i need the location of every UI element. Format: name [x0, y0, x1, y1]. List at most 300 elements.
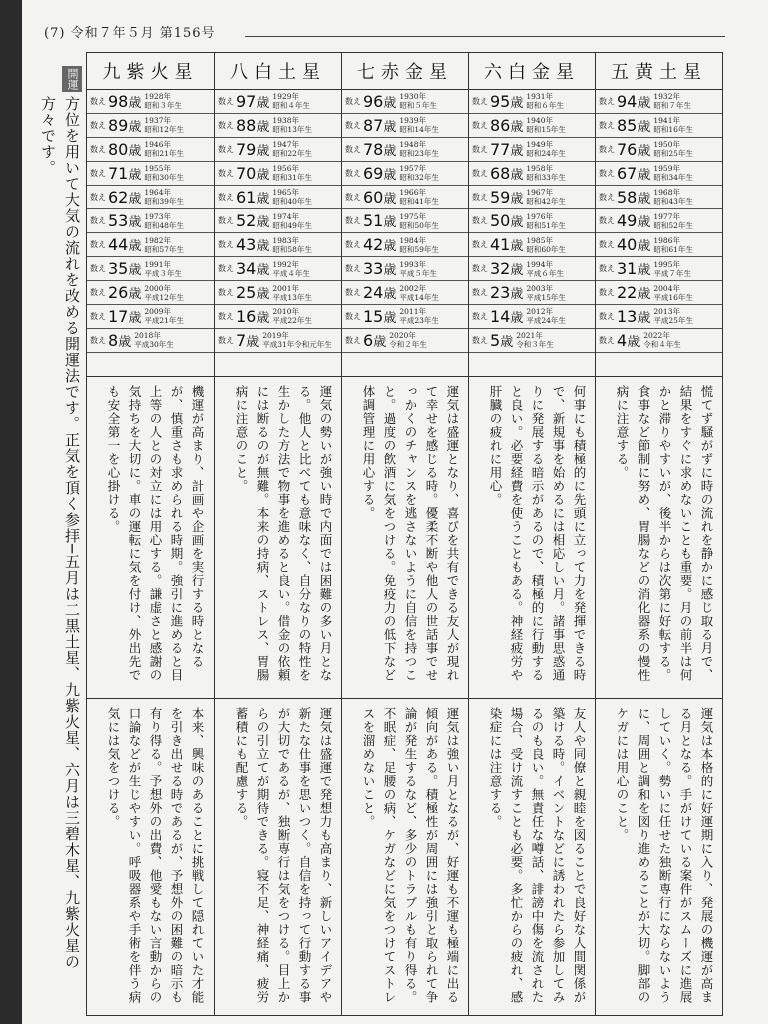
kazoe-label: 数え — [599, 335, 615, 345]
kazoe-label: 数え — [90, 96, 106, 106]
age-row — [215, 90, 341, 114]
age-row — [87, 233, 214, 257]
age-row — [469, 90, 595, 114]
birth-year: 2002年 平成14年生 — [399, 283, 439, 302]
age-row — [469, 305, 595, 329]
sai-label: 歳 — [246, 334, 260, 350]
age-row — [342, 114, 468, 138]
sai-label: 歳 — [383, 239, 397, 255]
fortune-may: 慌てず騒がずに時の流れを静かに感じ取る月で、結果をすぐに求めないことも重要。月の前半は何かと滞りやすいが、後半からは次第に好転する。食事など節制に努め、胃腸などの消化器系の慢性病に注意する。 — [596, 376, 723, 698]
kazoe-label: 数え — [345, 216, 361, 226]
issue-number: 第156号 — [159, 26, 216, 41]
sai-label: 歳 — [500, 334, 514, 350]
age-value: 68 — [490, 163, 511, 183]
age-value: 97 — [236, 91, 257, 111]
age-row — [87, 162, 214, 186]
age-value: 49 — [617, 211, 638, 231]
birth-year: 1974年 昭和49年生 — [272, 211, 312, 230]
age-row — [215, 114, 341, 138]
age-value: 25 — [236, 283, 257, 303]
kazoe-label: 数え — [90, 311, 106, 321]
birth-year: 1947年 昭和22年生 — [272, 140, 312, 159]
age-row — [87, 209, 214, 233]
star-name: 八白土星 — [215, 53, 341, 90]
birth-year: 1937年 昭和12年生 — [144, 116, 184, 135]
star-name: 九紫火星 — [87, 53, 214, 90]
birth-year: 2010年 平成22年生 — [272, 307, 312, 326]
birth-year: 1956年 昭和31年生 — [272, 164, 312, 183]
sai-label: 歳 — [256, 143, 270, 159]
age-value: 40 — [617, 235, 638, 255]
age-value: 42 — [363, 235, 384, 255]
age-row — [215, 209, 341, 233]
sai-label: 歳 — [637, 310, 651, 326]
issue-date: 令和７年５月 — [70, 26, 155, 41]
birth-year: 1955年 昭和30年生 — [144, 164, 184, 183]
birth-year: 1968年 昭和43年生 — [653, 188, 693, 206]
age-row — [596, 281, 722, 305]
age-row — [342, 162, 468, 186]
age-value: 98 — [108, 91, 129, 111]
age-value: 31 — [617, 259, 638, 279]
sai-label: 歳 — [256, 215, 270, 231]
star-column — [468, 53, 595, 1015]
birth-year: 1983年 昭和58年生 — [272, 235, 312, 254]
sai-label: 歳 — [383, 287, 397, 303]
birth-year: 1950年 昭和25年生 — [653, 140, 693, 159]
age-value: 69 — [363, 163, 384, 183]
age-row — [469, 257, 595, 281]
fortune-may: 運気の勢いが強い時で内面では困難の多い月となる。他人と比べても意味なく、自分なりの特性を生かした方法で物事を進めると良い。借金の依頼には断るのが無難。本来の持病、ストレス、胃腸病に注意のこと。 — [215, 376, 342, 698]
age-value: 43 — [236, 235, 257, 255]
age-row — [215, 329, 341, 353]
birth-year: 1992年 平成４年生 — [272, 259, 310, 278]
sai-label: 歳 — [637, 119, 651, 135]
sai-label: 歳 — [128, 263, 142, 279]
age-row — [596, 162, 722, 186]
sai-label: 歳 — [510, 167, 524, 183]
sai-label: 歳 — [256, 239, 270, 255]
birth-year: 1949年 昭和24年生 — [526, 140, 566, 159]
age-row — [596, 209, 722, 233]
kazoe-label: 数え — [472, 120, 488, 130]
age-value: 22 — [617, 283, 638, 303]
age-row — [215, 233, 341, 257]
birth-year: 1932年 昭和７年生 — [653, 92, 691, 111]
age-row — [215, 138, 341, 162]
birth-year: 1976年 昭和51年生 — [526, 211, 566, 230]
birth-year: 2004年 平成16年生 — [653, 283, 693, 302]
birth-year: 1958年 昭和33年生 — [526, 164, 566, 183]
fortune-may: 何事にも積極的に先頭に立って力を発揮できる時で、新規事を始めるには相応しい月。諸事思惑通りに発展する暗示があるので、積極的に行動すると良い。必要経費を使うこともある。神経疲労や肝臓の疲れに用心。 — [469, 376, 596, 698]
age-row — [87, 329, 214, 353]
age-value: 88 — [236, 115, 257, 135]
age-row — [596, 90, 722, 114]
birth-year: 1967年 昭和42年生 — [526, 188, 566, 206]
age-row — [469, 209, 595, 233]
kazoe-label: 数え — [599, 96, 615, 106]
age-value: 8 — [108, 330, 119, 350]
sai-label: 歳 — [510, 215, 524, 231]
sai-label: 歳 — [637, 263, 651, 279]
kazoe-label: 数え — [472, 96, 488, 106]
age-row — [596, 329, 722, 353]
age-value: 95 — [490, 91, 511, 111]
kazoe-label: 数え — [218, 144, 234, 154]
age-row — [342, 257, 468, 281]
birth-year: 1946年 昭和21年生 — [144, 140, 184, 159]
kazoe-label: 数え — [472, 240, 488, 250]
sai-label: 歳 — [256, 287, 270, 303]
age-value: 44 — [108, 235, 129, 255]
sai-label: 歳 — [373, 334, 387, 350]
age-value: 87 — [363, 115, 384, 135]
kazoe-label: 数え — [345, 288, 361, 298]
sai-label: 歳 — [510, 263, 524, 279]
star-column — [595, 53, 722, 1015]
age-row — [469, 186, 595, 210]
kazoe-label: 数え — [599, 288, 615, 298]
sai-label: 歳 — [128, 287, 142, 303]
age-value: 53 — [108, 211, 129, 231]
birth-year: 1959年 昭和34年生 — [653, 164, 693, 183]
age-value: 7 — [236, 330, 247, 350]
age-row — [87, 305, 214, 329]
kazoe-label: 数え — [218, 240, 234, 250]
birth-year: 2022年 令和４年生 — [643, 331, 681, 350]
age-value: 80 — [108, 139, 129, 159]
fortune-june: 運気は盛運で発想力も高まり、新しいアイデアや新たな仕事を思いつく。自信を持って行動する事が大切であるが、独断専行は気をつける。目上からの引立てが期待できる。寝不足、神経痛、疲労蓄積にも配慮する。 — [215, 698, 342, 1015]
sai-label: 歳 — [637, 239, 651, 255]
age-value: 60 — [363, 187, 384, 207]
age-value: 13 — [617, 306, 638, 326]
kazoe-label: 数え — [90, 144, 106, 154]
sai-label: 歳 — [128, 167, 142, 183]
kazoe-label: 数え — [599, 216, 615, 226]
birth-year: 2020年 令和２年生 — [389, 331, 427, 350]
birth-year: 1995年 平成７年生 — [653, 259, 691, 278]
fortune-june: 本来、興味のあることに挑戦して隠れていた才能を引き出せる時であるが、予想外の困難の暗示も有り得る。予想外の出費、他愛もない言動からの口論などが生じやすい。呼吸器系や手術を伴う病気には気をつける。 — [87, 698, 214, 1015]
sai-label: 歳 — [510, 191, 524, 207]
birth-year: 2019年 平成31年令和元年生 — [262, 331, 332, 350]
age-row — [342, 90, 468, 114]
star-name: 七赤金星 — [342, 53, 468, 90]
birth-year: 1984年 昭和59年生 — [399, 235, 439, 254]
kazoe-label: 数え — [218, 96, 234, 106]
sai-label: 歳 — [128, 239, 142, 255]
kazoe-label: 数え — [472, 335, 488, 345]
kazoe-label: 数え — [345, 311, 361, 321]
birth-year: 2018年 平成30年生 — [134, 331, 174, 350]
age-list — [87, 90, 214, 353]
kazoe-label: 数え — [472, 264, 488, 274]
fortune-may: 運気は盛運となり、喜びを共有できる友人が現れて幸せを感じる時。優柔不断や他人の世話事でせっかくのチャンスを逃さないように自信を持つこと。過度の飲酒に気をつける。免疫力の低下など体調管理に用心する。 — [342, 376, 469, 698]
age-row — [87, 90, 214, 114]
age-value: 70 — [236, 163, 257, 183]
birth-year: 1938年 昭和13年生 — [272, 116, 312, 135]
sai-label: 歳 — [627, 334, 641, 350]
kazoe-label: 数え — [345, 96, 361, 106]
sai-label: 歳 — [510, 287, 524, 303]
age-value: 58 — [617, 187, 638, 207]
kazoe-label: 数え — [599, 192, 615, 202]
kazoe-label: 数え — [218, 288, 234, 298]
star-column — [341, 53, 468, 1015]
fortune-may: 機運が高まり、計画や企画を実行する時となるが、慎重さも求められる時期。強引に進めると目上等の人との対立には用心する。謙虚さと感謝の気持ちを大切に。車の運転に気を付け、外出先でも安全第一を心掛ける。 — [87, 376, 214, 698]
kazoe-label: 数え — [472, 311, 488, 321]
kazoe-label: 数え — [599, 240, 615, 250]
age-row — [215, 186, 341, 210]
kazoe-label: 数え — [345, 240, 361, 250]
birth-year: 1977年 昭和52年生 — [653, 211, 693, 230]
age-row — [342, 233, 468, 257]
age-list — [342, 90, 468, 353]
kazoe-label: 数え — [218, 192, 234, 202]
age-value: 26 — [108, 283, 129, 303]
age-row — [596, 257, 722, 281]
kazoe-label: 数え — [472, 288, 488, 298]
age-value: 33 — [363, 259, 384, 279]
sai-label: 歳 — [383, 191, 397, 207]
sai-label: 歳 — [256, 310, 270, 326]
age-row — [469, 138, 595, 162]
age-value: 24 — [363, 283, 384, 303]
kazoe-label: 数え — [218, 216, 234, 226]
age-value: 52 — [236, 211, 257, 231]
age-row — [342, 209, 468, 233]
age-value: 96 — [363, 91, 384, 111]
kazoe-label: 数え — [345, 192, 361, 202]
sai-label: 歳 — [128, 215, 142, 231]
birth-year: 1994年 平成６年生 — [526, 259, 564, 278]
sai-label: 歳 — [256, 119, 270, 135]
sai-label: 歳 — [383, 119, 397, 135]
sai-label: 歳 — [128, 143, 142, 159]
age-value: 6 — [363, 330, 374, 350]
age-row — [596, 186, 722, 210]
birth-year: 1930年 昭和５年生 — [399, 92, 437, 111]
age-value: 77 — [490, 139, 511, 159]
birth-year: 1928年 昭和３年生 — [144, 92, 182, 111]
sai-label: 歳 — [256, 191, 270, 207]
age-row — [342, 305, 468, 329]
birth-year: 2003年 平成15年生 — [526, 283, 566, 302]
kazoe-label: 数え — [472, 168, 488, 178]
age-value: 14 — [490, 306, 511, 326]
age-row — [469, 233, 595, 257]
age-value: 23 — [490, 283, 511, 303]
star-column — [214, 53, 341, 1015]
sai-label: 歳 — [637, 215, 651, 231]
age-row — [342, 329, 468, 353]
age-value: 50 — [490, 211, 511, 231]
age-value: 32 — [490, 259, 511, 279]
birth-year: 1965年 昭和40年生 — [272, 188, 312, 206]
birth-year: 1939年 昭和14年生 — [399, 116, 439, 135]
age-row — [215, 305, 341, 329]
age-row — [596, 305, 722, 329]
age-value: 71 — [108, 163, 129, 183]
kazoe-label: 数え — [599, 120, 615, 130]
sidebar-badge: 開運 — [62, 66, 82, 92]
sai-label: 歳 — [256, 263, 270, 279]
fortune-june: 運気は強い月となるが、好運も不運も極端に出る傾向がある。積極性が周囲には強引と取られて争論が発生するなど、多少のトラブルも有り得る。不眠症、足腰の病、ケガなどに気をつけてストレスを溜めないこと。 — [342, 698, 469, 1015]
age-row — [596, 114, 722, 138]
kazoe-label: 数え — [218, 335, 234, 345]
birth-year: 2021年 令和３年生 — [516, 331, 554, 350]
kazoe-label: 数え — [599, 168, 615, 178]
age-value: 76 — [617, 139, 638, 159]
kazoe-label: 数え — [599, 311, 615, 321]
kazoe-label: 数え — [218, 168, 234, 178]
birth-year: 1964年 昭和39年生 — [144, 188, 184, 206]
sai-label: 歳 — [637, 143, 651, 159]
age-value: 4 — [617, 330, 628, 350]
sai-label: 歳 — [510, 95, 524, 111]
age-row — [215, 162, 341, 186]
age-value: 85 — [617, 115, 638, 135]
age-list — [469, 90, 595, 353]
age-list — [215, 90, 341, 353]
sai-label: 歳 — [118, 334, 132, 350]
age-row — [215, 257, 341, 281]
kazoe-label: 数え — [472, 216, 488, 226]
header-rule — [245, 36, 725, 37]
age-row — [87, 257, 214, 281]
birth-year: 2001年 平成13年生 — [272, 283, 312, 302]
fortune-june: 友人や同僚と親睦を図ることで良好な人間関係が築ける時。イベントなどに誘われたら参加してみるのも良い。無責任な噂話、誹謗中傷を流された場合、受け流すことも必要。多忙からの疲れ、感染症には注意する。 — [469, 698, 596, 1015]
age-row — [596, 233, 722, 257]
kazoe-label: 数え — [218, 264, 234, 274]
age-row — [469, 114, 595, 138]
birth-year: 2000年 平成12年生 — [144, 283, 184, 302]
kazoe-label: 数え — [90, 216, 106, 226]
birth-year: 1973年 昭和48年生 — [144, 211, 184, 230]
age-value: 35 — [108, 259, 129, 279]
kazoe-label: 数え — [90, 192, 106, 202]
age-value: 5 — [490, 330, 501, 350]
age-row — [469, 329, 595, 353]
kazoe-label: 数え — [218, 120, 234, 130]
age-value: 59 — [490, 187, 511, 207]
age-row — [87, 114, 214, 138]
birth-year: 1993年 平成５年生 — [399, 259, 437, 278]
sai-label: 歳 — [510, 310, 524, 326]
sai-label: 歳 — [510, 143, 524, 159]
kazoe-label: 数え — [599, 144, 615, 154]
sai-label: 歳 — [637, 191, 651, 207]
kazoe-label: 数え — [345, 144, 361, 154]
birth-year: 1982年 昭和57年生 — [144, 235, 184, 254]
age-row — [469, 281, 595, 305]
sai-label: 歳 — [510, 239, 524, 255]
age-row — [215, 281, 341, 305]
age-value: 89 — [108, 115, 129, 135]
age-value: 61 — [236, 187, 257, 207]
sai-label: 歳 — [510, 119, 524, 135]
age-value: 94 — [617, 91, 638, 111]
kazoe-label: 数え — [345, 335, 361, 345]
star-column — [87, 53, 214, 1015]
sai-label: 歳 — [637, 287, 651, 303]
birth-year: 1948年 昭和23年生 — [399, 140, 439, 159]
age-value: 79 — [236, 139, 257, 159]
kazoe-label: 数え — [345, 120, 361, 130]
sai-label: 歳 — [383, 95, 397, 111]
birth-year: 1957年 昭和32年生 — [399, 164, 439, 183]
age-value: 41 — [490, 235, 511, 255]
kazoe-label: 数え — [90, 264, 106, 274]
age-value: 62 — [108, 187, 129, 207]
age-value: 17 — [108, 306, 129, 326]
kazoe-label: 数え — [90, 288, 106, 298]
birth-year: 1931年 昭和６年生 — [526, 92, 564, 111]
age-value: 51 — [363, 211, 384, 231]
birth-year: 1986年 昭和61年生 — [653, 235, 693, 254]
age-value: 16 — [236, 306, 257, 326]
kazoe-label: 数え — [345, 264, 361, 274]
kazoe-label: 数え — [218, 311, 234, 321]
birth-year: 2011年 平成23年生 — [399, 307, 439, 326]
fortune-june: 運気は本格的に好運期に入り、発展の機運が高まる月となる。手がけている案件がスムーズに進展していく。勢いに任せた独断専行にならないように、周囲と調和を図り進めることが大切。脚部のケガには用心のこと。 — [596, 698, 723, 1015]
birth-year: 2009年 平成21年生 — [144, 307, 184, 326]
kazoe-label: 数え — [472, 192, 488, 202]
age-value: 86 — [490, 115, 511, 135]
age-row — [87, 281, 214, 305]
birth-year: 1991年 平成３年生 — [144, 259, 182, 278]
birth-year: 1929年 昭和４年生 — [272, 92, 310, 111]
age-row — [342, 138, 468, 162]
age-value: 78 — [363, 139, 384, 159]
age-row — [342, 186, 468, 210]
star-name: 五黄土星 — [596, 53, 722, 90]
sai-label: 歳 — [383, 143, 397, 159]
sai-label: 歳 — [128, 310, 142, 326]
birth-year: 1975年 昭和50年生 — [399, 211, 439, 230]
age-value: 34 — [236, 259, 257, 279]
age-row — [469, 162, 595, 186]
birth-year: 1940年 昭和15年生 — [526, 116, 566, 135]
sai-label: 歳 — [128, 95, 142, 111]
sidebar — [39, 60, 84, 1000]
birth-year: 2013年 平成25年生 — [653, 307, 693, 326]
age-value: 67 — [617, 163, 638, 183]
birth-year: 2012年 平成24年生 — [526, 307, 566, 326]
sidebar-text: 方位を用いて大気の流れを改める開運法です。正気を頂く参拝─五月は二黒土星、九紫火星、六月は三碧木星、九紫火星の方々です。 — [39, 96, 81, 971]
fortune-table — [86, 52, 723, 1016]
sai-label: 歳 — [128, 191, 142, 207]
sai-label: 歳 — [128, 119, 142, 135]
age-value: 15 — [363, 306, 384, 326]
sai-label: 歳 — [383, 263, 397, 279]
birth-year: 1941年 昭和16年生 — [653, 116, 693, 135]
kazoe-label: 数え — [90, 335, 106, 345]
sai-label: 歳 — [256, 95, 270, 111]
birth-year: 1985年 昭和60年生 — [526, 235, 566, 254]
kazoe-label: 数え — [345, 168, 361, 178]
age-row — [342, 281, 468, 305]
sai-label: 歳 — [637, 95, 651, 111]
kazoe-label: 数え — [599, 264, 615, 274]
age-row — [87, 138, 214, 162]
kazoe-label: 数え — [90, 240, 106, 250]
kazoe-label: 数え — [472, 144, 488, 154]
star-name: 六白金星 — [469, 53, 595, 90]
kazoe-label: 数え — [90, 120, 106, 130]
age-row — [87, 186, 214, 210]
age-list — [596, 90, 722, 353]
age-row — [596, 138, 722, 162]
